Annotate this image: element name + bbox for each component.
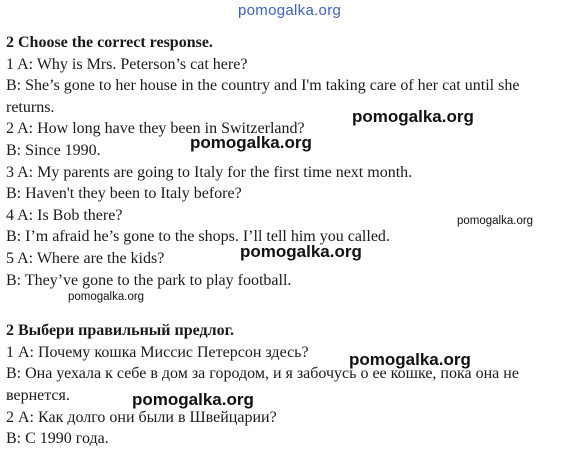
english-line: B: She’s gone to her house in the country and I'm taking care of her cat until she bbox=[6, 77, 520, 95]
russian-line: В: С 1990 года. bbox=[6, 430, 109, 448]
english-line: returns. bbox=[6, 98, 55, 116]
english-line: 2 A: How long have they been in Switzerland? bbox=[6, 120, 305, 138]
english-line: B: I’m afraid he’s gone to the shops. I’ll tell him you called. bbox=[6, 228, 390, 246]
watermark: pomogalka.org bbox=[240, 242, 362, 261]
watermark: pomogalka.org bbox=[132, 390, 254, 409]
english-line: 1 A: Why is Mrs. Peterson’s cat here? bbox=[6, 55, 248, 73]
english-heading: 2 Choose the correct response. bbox=[6, 34, 213, 51]
russian-line: В: Она уехала к себе в дом за городом, и я забочусь о ее кошке, пока она не bbox=[6, 365, 519, 383]
russian-line: вернется. bbox=[6, 386, 70, 404]
english-line: 3 A: My parents are going to Italy for the first time next month. bbox=[6, 163, 413, 181]
english-line: B: Haven't they been to Italy before? bbox=[6, 185, 242, 203]
english-line: B: Since 1990. bbox=[6, 141, 101, 159]
watermark: pomogalka.org bbox=[352, 107, 474, 126]
watermark: pomogalka.org bbox=[457, 215, 534, 227]
english-line: B: They’ve gone to the park to play football. bbox=[6, 271, 292, 289]
english-line: 4 A: Is Bob there? bbox=[6, 206, 123, 224]
watermark: pomogalka.org bbox=[349, 350, 471, 369]
russian-line: 1 А: Почему кошка Миссис Петерсон здесь? bbox=[6, 343, 309, 361]
russian-line: 2 А: Как долго они были в Швейцарии? bbox=[6, 408, 277, 426]
watermark: pomogalka.org bbox=[68, 291, 145, 303]
russian-heading: 2 Выбери правильный предлог. bbox=[6, 322, 235, 340]
watermark: pomogalka.org bbox=[190, 133, 312, 152]
exercise-content bbox=[6, 32, 582, 450]
english-line: 5 A: Where are the kids? bbox=[6, 249, 165, 267]
watermark-top: pomogalka.org bbox=[238, 2, 342, 19]
